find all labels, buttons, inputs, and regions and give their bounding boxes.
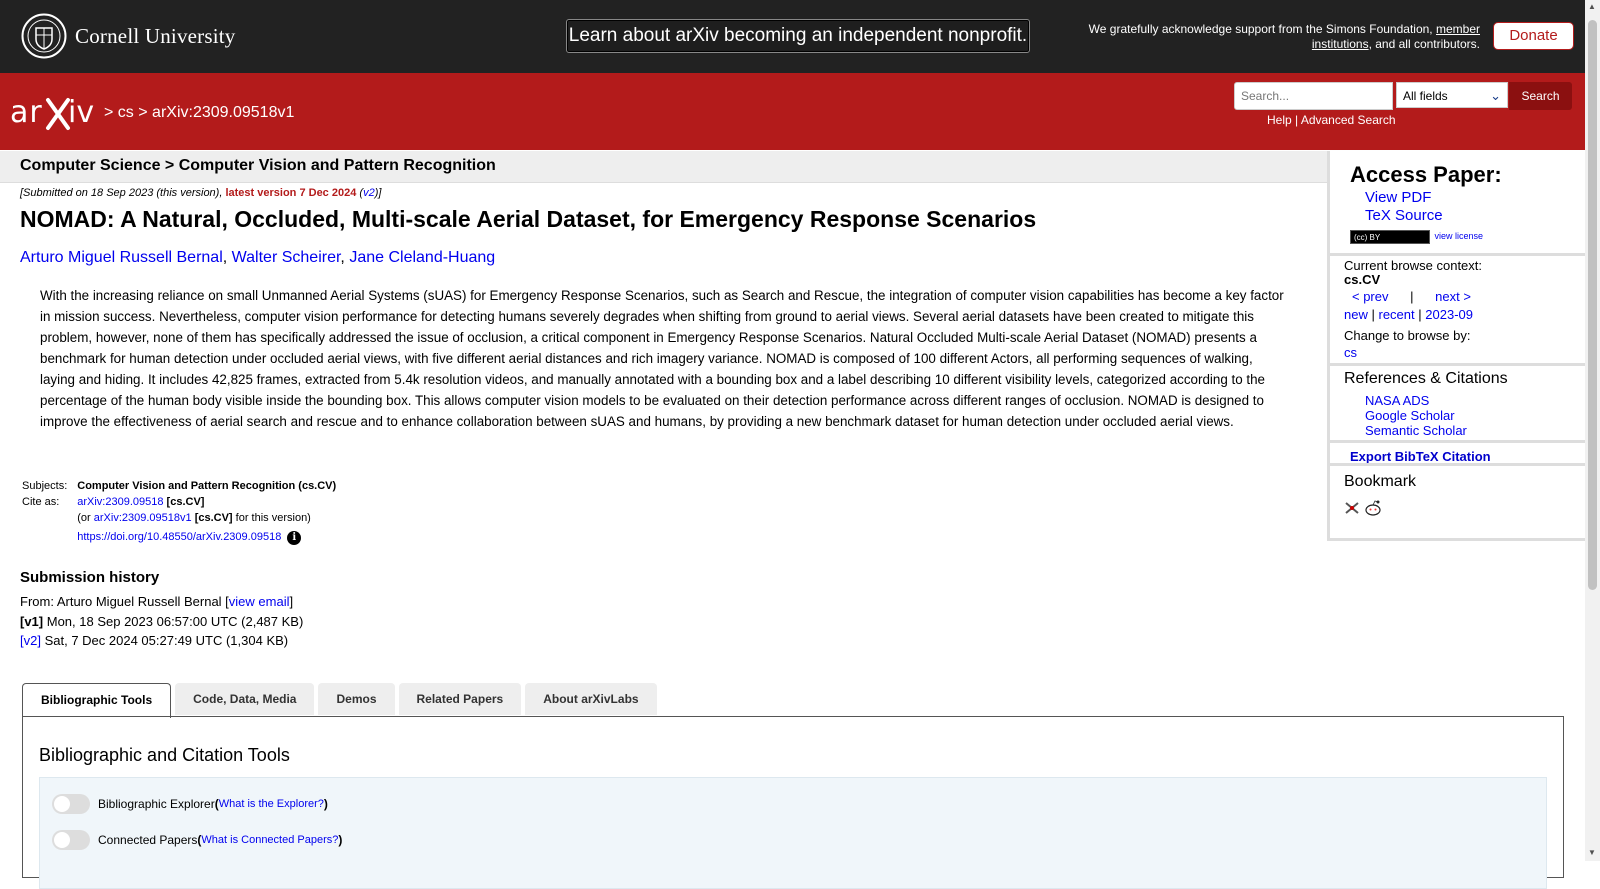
cc-by-license-icon[interactable]: (cc) BY (1350, 230, 1430, 244)
google-scholar-link[interactable]: Google Scholar (1365, 408, 1455, 423)
subjects-value: Computer Vision and Pattern Recognition (cs.CV) (77, 480, 337, 492)
search-field-select[interactable] (1396, 82, 1508, 108)
bookmark-heading: Bookmark (1344, 473, 1417, 490)
author-link[interactable]: Walter Scheirer (231, 249, 341, 266)
nonprofit-announcement-button[interactable]: Learn about arXiv becoming an independent nonprofit. (566, 19, 1030, 53)
submitted-prefix: [Submitted on 18 Sep 2023 (this version), (20, 187, 223, 199)
help-separator: | (1295, 113, 1299, 127)
breadcrumb-cs-link[interactable]: cs (117, 104, 134, 121)
bookmark-icons (1344, 499, 1384, 517)
submission-history-heading: Submission history (20, 569, 160, 586)
or-suffix: for this version) (235, 512, 311, 524)
explorer-row (52, 794, 328, 814)
pipe: | (1410, 289, 1414, 304)
cornell-seal-icon (21, 13, 67, 59)
paren: ( (359, 187, 364, 199)
arxiv-header (0, 73, 1585, 150)
breadcrumb-separator: > (138, 104, 148, 121)
panel-title: Bibliographic and Citation Tools (39, 745, 290, 765)
paren: ) (323, 797, 328, 811)
ack-suffix: , and all contributors. (1368, 37, 1480, 51)
help-link[interactable]: Help (1267, 113, 1292, 127)
tab-about-arxivlabs[interactable]: About arXivLabs (525, 683, 656, 715)
author-separator: , (222, 249, 232, 266)
v2-link[interactable]: [v2] (20, 633, 41, 648)
advanced-search-link[interactable]: Advanced Search (1300, 113, 1396, 127)
top-banner (0, 0, 1585, 73)
recent-link[interactable]: recent (1378, 307, 1415, 322)
paren: ( (197, 833, 202, 847)
export-bibtex-link[interactable]: Export BibTeX Citation (1350, 449, 1491, 464)
tab-bibliographic-tools[interactable]: Bibliographic Tools (22, 683, 171, 718)
chevron-down-icon: ⌄ (1490, 88, 1501, 103)
search-input[interactable]: Search... (1234, 82, 1393, 110)
version-category: [cs.CV] (194, 512, 233, 524)
acknowledgement-text (1070, 22, 1480, 52)
svg-text:ar: ar (10, 95, 43, 130)
prev-next-row (1352, 289, 1471, 304)
next-link[interactable]: next > (1435, 289, 1471, 304)
donate-button[interactable]: Donate (1493, 22, 1574, 50)
help-links (1267, 113, 1396, 127)
author-list (20, 249, 495, 267)
breadcrumb (104, 104, 294, 122)
browse-cs-link[interactable]: cs (1344, 345, 1357, 360)
info-icon[interactable]: i (287, 531, 301, 545)
submission-date (20, 187, 381, 199)
reddit-icon[interactable] (1366, 501, 1380, 516)
author-link[interactable]: Jane Cleland-Huang (349, 249, 496, 266)
arxiv-logo-icon (10, 92, 102, 132)
search-field-value: All fields (1403, 89, 1448, 103)
change-browse-label: Change to browse by: (1344, 328, 1471, 343)
what-is-explorer-link[interactable]: What is the Explorer? (218, 798, 324, 810)
abstract: With the increasing reliance on small Unmanned Aerial Systems (sUAS) for Emergency Response Scenarios, such as Search and Rescue, the integration of computer vision capabilities has become a key factor in mission success. Nevertheless, computer vision performance for detecting humans severely degrades when shifting from ground to aerial views. Several aerial datasets have been created to mitigate this problem, however, none of them has specifically addressed the issue of occlusion, a critical component in Emergency Response Scenarios. Natural Occluded Multi-scale Aerial Dataset (NOMAD) presents a benchmark for human detection under occluded aerial views, with five different aerial distances and rich imagery variance. NOMAD is composed of 100 different Actors, all performing sequences of walking, laying and hiding. It includes 42,825 frames, extracted from 5.4k resolution videos, and manually annotated with a bounding box and a label describing 10 different visibility levels, categorized according to the percentage of the human body visible inside the bounding box. This allows computer vision models to be evaluated on their detection performance across different ranges of occlusion. NOMAD is designed to improve the effectiveness of aerial search and rescue and to enhance collaboration between sUAS and humans, by providing a new benchmark dataset for human detection under occluded aerial views. (40, 288, 1284, 429)
submission-history (20, 592, 303, 651)
view-license-link[interactable]: view license (1434, 231, 1484, 242)
explorer-toggle[interactable] (52, 794, 90, 814)
pipe: | (1418, 307, 1422, 322)
prev-link[interactable]: < prev (1352, 289, 1389, 304)
metadata-table (22, 478, 338, 547)
sidebar (1327, 151, 1588, 541)
breadcrumb-paper-id: arXiv:2309.09518v1 (152, 104, 295, 121)
pipe: | (1371, 307, 1375, 322)
search-button[interactable]: Search (1509, 82, 1572, 110)
from-text: From: Arturo Miguel Russell Bernal [ (20, 594, 229, 609)
version-id-link[interactable]: arXiv:2309.09518v1 (93, 512, 192, 524)
browse-context-section (1330, 253, 1588, 366)
bracket: ] (289, 594, 294, 609)
explorer-label: Bibliographic Explorer (98, 797, 215, 811)
paren: )] (374, 187, 382, 199)
ack-prefix: We gratefully acknowledge support from the Simons Foundation, (1088, 22, 1433, 36)
semantic-scholar-link[interactable]: Semantic Scholar (1365, 423, 1467, 438)
page-scrollbar[interactable] (1585, 0, 1600, 861)
arxiv-logo[interactable] (10, 92, 102, 137)
latest-version-link[interactable]: v2 (363, 187, 375, 199)
tab-code-data-media[interactable]: Code, Data, Media (175, 683, 314, 715)
latest-version-note: latest version 7 Dec 2024 (225, 187, 357, 199)
tab-related-papers[interactable]: Related Papers (399, 683, 522, 715)
paren: ( (214, 797, 219, 811)
view-pdf-link[interactable]: View PDF (1365, 189, 1432, 206)
bookmark-section (1330, 463, 1588, 541)
month-link[interactable]: 2023-09 (1425, 307, 1473, 322)
what-is-connected-papers-link[interactable]: What is Connected Papers? (201, 834, 339, 846)
category-heading: Computer Science > Computer Vision and Pattern Recognition (20, 157, 496, 174)
paren: ) (338, 833, 343, 847)
view-email-link[interactable]: view email (228, 594, 290, 609)
labs-tabs (22, 683, 661, 718)
v1-date: Mon, 18 Sep 2023 06:57:00 UTC (2,487 KB) (46, 613, 304, 629)
cornell-university-name: Cornell University (75, 23, 236, 48)
v2-date: Sat, 7 Dec 2024 05:27:49 UTC (1,304 KB) (44, 633, 289, 648)
scrollbar-thumb[interactable] (1588, 20, 1597, 590)
author-link[interactable]: Arturo Miguel Russell Bernal (20, 249, 223, 266)
svg-text:iv: iv (68, 95, 95, 130)
cite-label: Cite as: (22, 496, 60, 508)
scroll-down-arrow-icon[interactable]: ▼ (1588, 848, 1596, 857)
license-row (1350, 230, 1483, 244)
access-paper-heading: Access Paper: (1350, 162, 1502, 187)
category-bar (0, 151, 1327, 183)
nasa-ads-link[interactable]: NASA ADS (1365, 393, 1430, 408)
bibsonomy-icon[interactable] (1346, 503, 1358, 513)
list-links-row (1344, 307, 1473, 322)
tex-source-link[interactable]: TeX Source (1365, 207, 1443, 224)
tab-panel (22, 716, 1564, 878)
or-prefix: (or (77, 512, 91, 524)
references-section (1330, 363, 1588, 443)
browse-context-label: Current browse context: (1344, 258, 1483, 273)
member-institutions-link[interactable]: member institutions (1311, 22, 1480, 51)
scroll-up-arrow-icon[interactable]: ▲ (1588, 2, 1596, 11)
v1-label: [v1] (20, 613, 44, 629)
connected-papers-row (52, 830, 342, 850)
subjects-label: Subjects: (22, 480, 68, 492)
cite-category: [cs.CV] (166, 496, 205, 508)
tab-demos[interactable]: Demos (318, 683, 394, 715)
author-separator: , (340, 249, 350, 266)
connected-papers-toggle[interactable] (52, 830, 90, 850)
references-heading: References & Citations (1344, 370, 1508, 387)
doi-link[interactable]: https://doi.org/10.48550/arXiv.2309.09518 (77, 531, 282, 543)
new-link[interactable]: new (1344, 307, 1368, 322)
breadcrumb-separator: > (104, 104, 114, 121)
connected-papers-label: Connected Papers (98, 833, 198, 847)
tools-box (39, 777, 1547, 889)
access-paper-section (1330, 151, 1588, 253)
paper-title: NOMAD: A Natural, Occluded, Multi-scale Aerial Dataset, for Emergency Response Scenarios (20, 206, 1037, 232)
cite-id-link[interactable]: arXiv:2309.09518 (77, 496, 164, 508)
cornell-logo-link[interactable] (21, 13, 236, 59)
browse-context-value: cs.CV (1344, 272, 1381, 287)
